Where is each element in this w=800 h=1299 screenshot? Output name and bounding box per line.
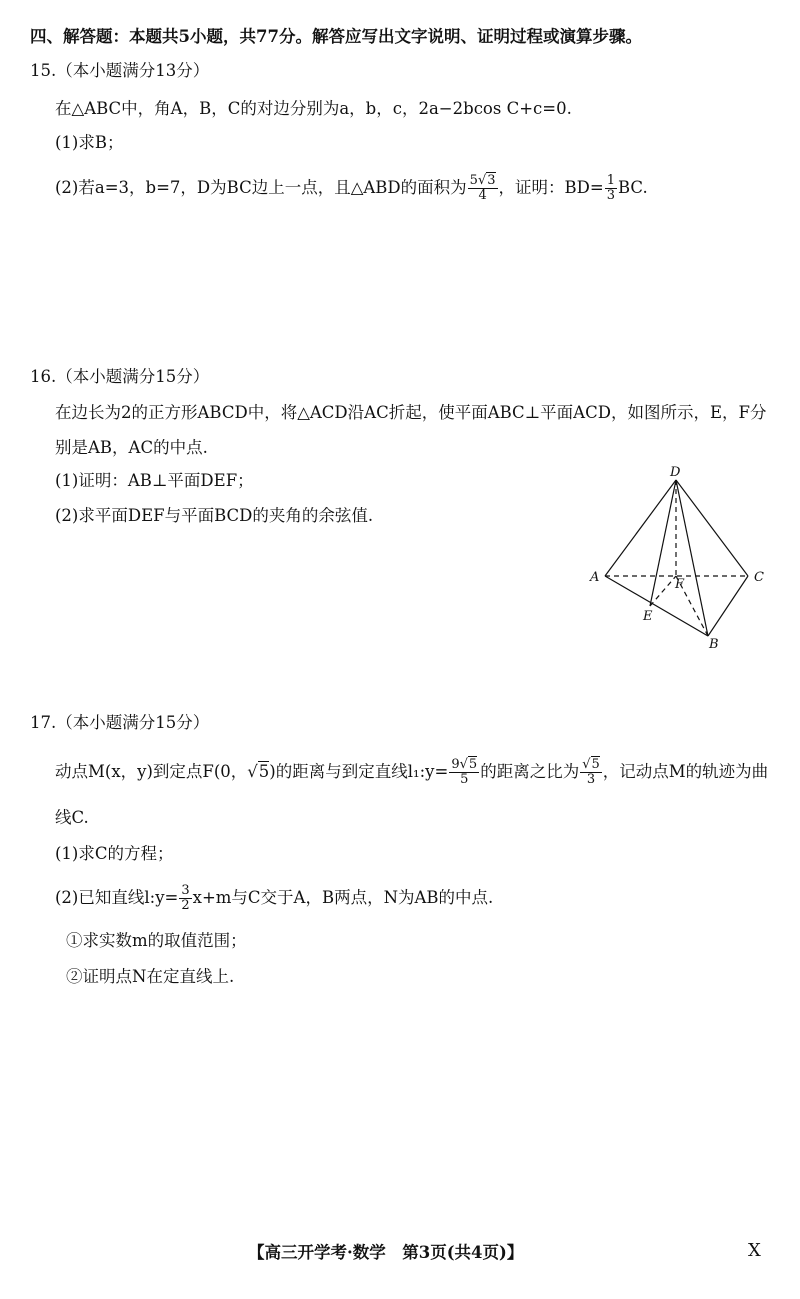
q17-slope-fraction — [179, 884, 191, 913]
edge-cb — [708, 576, 748, 636]
q17-stem-line2: 线C. — [55, 808, 89, 827]
label-b: B — [709, 637, 719, 652]
q15-part2-text-c: BC. — [618, 178, 648, 197]
q17-ratio-den: 3 — [586, 772, 596, 787]
q17-slope-num: 3 — [181, 883, 190, 898]
label-a: A — [590, 570, 600, 585]
q15-stem: 在△ABC中，角A，B，C的对边分别为a，b，c，2a−2bcos C+c=0. — [55, 99, 572, 118]
edge-ef-hidden — [650, 576, 676, 606]
q15-area-num-rad: 3 — [487, 173, 496, 188]
edge-de — [650, 480, 676, 606]
q15-bd-den: 3 — [606, 188, 615, 203]
q17-part1: (1)求C的方程； — [55, 844, 174, 863]
q17-ratio-num-rad: 5 — [591, 757, 600, 772]
q17-part2 — [55, 884, 493, 913]
q17-sub1: ①求实数m的取值范围； — [66, 931, 247, 950]
q17-l1-num-coef: 9 — [451, 757, 460, 772]
q15-title: 15.（本小题满分13分） — [30, 61, 210, 80]
q16-stem-line1: 在边长为2的正方形ABCD中，将△ACD沿AC折起，使平面ABC⊥平面ACD，如图所示，E，F分 — [55, 403, 767, 422]
q15-area-num-coef: 5 — [469, 173, 478, 188]
q16-title: 16.（本小题满分15分） — [30, 367, 210, 386]
q17-part2-text-b: x+m与C交于A，B两点，N为AB的中点. — [192, 888, 494, 907]
label-c: C — [754, 570, 764, 585]
q15-bd-num: 1 — [606, 173, 615, 188]
label-d: D — [670, 465, 681, 480]
q16-part1: (1)证明：AB⊥平面DEF； — [55, 471, 254, 490]
q17-f-rad: 5 — [258, 762, 270, 781]
q17-stem-c: 的距离之比为 — [480, 762, 580, 781]
q15-bd-fraction — [605, 174, 617, 203]
q15-part2-text-a: (2)若a=3，b=7，D为BC边上一点，且△ABD的面积为 — [55, 178, 467, 197]
edge-ab — [605, 576, 708, 636]
q17-l1-fraction: $\frac{9√5}{5}$ — [451, 757, 478, 787]
edge-dc — [676, 480, 748, 576]
q15-area-fraction: $\frac{5√3}{4}$ — [469, 173, 496, 203]
q17-stem-b: )的距离与到定直线l₁:y= — [269, 762, 449, 781]
page-footer: 【高三开学考·数学 第3页(共4页)】 — [248, 1243, 524, 1262]
q17-slope-den: 2 — [181, 898, 190, 913]
q15-part2 — [55, 174, 648, 203]
q16-part2: (2)求平面DEF与平面BCD的夹角的余弦值. — [55, 506, 374, 525]
q17-stem-line1: 动点M(x，y)到定点F(0，√5)的距离与到定直线l₁:y= $\frac{9√5}{5}$ 的距离之比为 $\frac{√5}{3}$ ，记动点M的轨迹为曲 — [55, 757, 769, 787]
edge-db — [676, 480, 708, 636]
q17-ratio-fraction: $\frac{√5}{3}$ — [582, 757, 600, 787]
q17-part2-text-a: (2)已知直线l:y= — [55, 888, 179, 907]
q15-part2-text-b: ，证明：BD= — [498, 178, 604, 197]
label-f: F — [675, 577, 685, 592]
q15-part1: (1)求B； — [55, 133, 124, 152]
q17-stem-a: 动点M(x，y)到定点F(0， — [55, 762, 248, 781]
q17-stem-d: ，记动点M的轨迹为曲 — [602, 762, 769, 781]
tetrahedron-figure — [580, 460, 780, 660]
paper-code: X — [748, 1240, 761, 1261]
q17-sub2: ②证明点N在定直线上. — [66, 967, 235, 986]
label-e: E — [643, 609, 653, 624]
edge-da — [605, 480, 676, 576]
q16-stem-line2: 别是AB，AC的中点. — [55, 438, 208, 457]
q17-l1-den: 5 — [460, 772, 469, 787]
q17-title: 17.（本小题满分15分） — [30, 713, 210, 732]
q17-l1-num-rad: 5 — [468, 757, 478, 772]
section-header: 四、解答题：本题共5小题，共77分。解答应写出文字说明、证明过程或演算步骤。 — [30, 27, 642, 46]
q15-area-den: 4 — [478, 188, 487, 203]
